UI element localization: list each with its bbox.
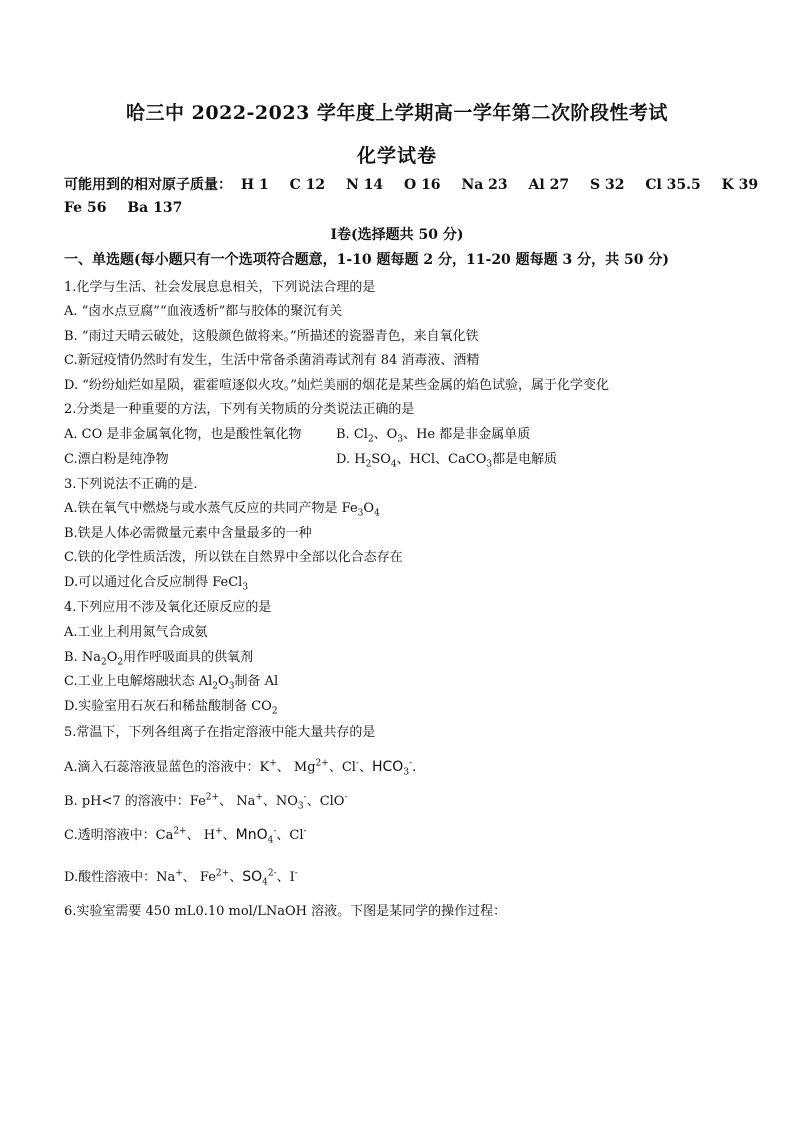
q3-option-a: A.铁在氧气中燃烧与或水蒸气反应的共同产物是 $Fe_3O_4$ (64, 501, 380, 519)
q2-option-a: A. CO 是非金属氧化物，也是酸性氧化物 (64, 427, 302, 442)
q5-option-c: C.透明溶液中：$Ca^{2+}$、 H+、MnO$_4$-、Cl- (64, 826, 307, 846)
mass-item: Fe 56 (64, 200, 107, 216)
permanganate-ion: MnO (235, 827, 268, 843)
q4-option-a: A.工业上利用氮气合成氨 (64, 625, 208, 640)
q1-stem: 1.化学与生活、社会发展息息相关，下列说法合理的是 (64, 280, 376, 295)
mass-item: Al 27 (528, 177, 570, 193)
q3-option-d: D.可以通过化合反应制得 FeCl$_3$ (64, 575, 249, 593)
q3-option-b: B.铁是人体必需微量元素中含量最多的一种 (64, 526, 312, 541)
q5-option-d: D.酸性溶液中：Na+、 $Fe^{2+}$、$SO_4^{2-}$、I- (64, 868, 298, 888)
mass-item: Ba 137 (127, 200, 183, 216)
mass-item: C 12 (289, 177, 326, 193)
mass-item: N 14 (345, 177, 384, 193)
q3-option-c: C.铁的化学性质活泼，所以铁在自然界中全部以化合态存在 (64, 550, 403, 565)
exam-subtitle: 化学试卷 (356, 145, 437, 167)
q2-option-c: C.漂白粉是纯净物 (64, 452, 169, 467)
q3-stem: 3.下列说法不正确的是. (64, 477, 198, 492)
q2-stem: 2.分类是一种重要的方法，下列有关物质的分类说法正确的是 (64, 402, 415, 417)
q1-option-d: D. “纷纷灿烂如星陨，霍霍喧逐似火攻。”灿烂美丽的烟花是某些金属的焰色试验，属于化学变化 (64, 378, 610, 393)
q4-stem: 4.下列应用不涉及氧化还原反应的是 (64, 600, 272, 615)
mass-item: O 16 (404, 177, 441, 193)
q5-option-b: B. pH<7 的溶液中：$Fe^{2+}$、 Na+、$NO_3^-$、ClO- (64, 792, 348, 812)
atomic-mass-label: 可能用到的相对原子质量： (64, 177, 232, 193)
atomic-mass-line-2 (64, 200, 198, 216)
mass-item: K 39 (721, 177, 759, 193)
q2-option-b: B. $Cl_2$、$O_3$、He 都是非金属单质 (336, 427, 531, 445)
volume-title: Ⅰ卷(选择题共 50 分) (330, 227, 464, 243)
q1-option-a: A. “卤水点豆腐”“血液透析”都与胶体的聚沉有关 (64, 304, 343, 319)
q4-option-d: D.实验室用石灰石和稀盐酸制备 $CO_2$ (64, 699, 278, 717)
q1-option-c: C.新冠疫情仍然时有发生，生活中常备杀菌消毒试剂有 84 消毒液、酒精 (64, 353, 480, 368)
q5-option-a: A.滴入石蕊溶液显蓝色的溶液中：K+、 $Mg^{2+}$、Cl-、$HCO_3^-$. (64, 758, 417, 778)
atomic-mass-line-1 (64, 174, 774, 194)
q4-option-b: B. $Na_2O_2$用作呼吸面具的供氧剂 (64, 650, 254, 668)
mass-item: H 1 (240, 177, 269, 193)
bicarbonate-ion: HCO (372, 759, 404, 775)
q6-stem: 6.实验室需要 450 mL0.10 mol/LNaOH 溶液。下图是某同学的操作过程： (64, 904, 507, 919)
exam-title: 哈三中 2022-2023 学年度上学期高一学年第二次阶段性考试 (126, 102, 668, 124)
mass-item: Na 23 (461, 177, 508, 193)
mass-item: S 32 (589, 177, 625, 193)
q5-stem: 5.常温下，下列各组离子在指定溶液中能大量共存的是 (64, 725, 376, 740)
q2-option-d: D. $H_2SO_4$、HCl、CaCO$_3$都是电解质 (336, 452, 558, 470)
q4-option-c: C.工业上电解熔融状态 $Al_2O_3$制备 Al (64, 674, 279, 692)
sulfate-ion: SO (242, 869, 263, 885)
q1-option-b: B. “雨过天晴云破处，这般颜色做将来。”所描述的瓷器青色，来自氧化铁 (64, 329, 479, 344)
mass-item: Cl 35.5 (645, 177, 701, 193)
section-title: 一、单选题(每小题只有一个选项符合题意，1-10 题每题 2 分，11-20 题每题 3 分，共 50 分) (64, 252, 670, 268)
